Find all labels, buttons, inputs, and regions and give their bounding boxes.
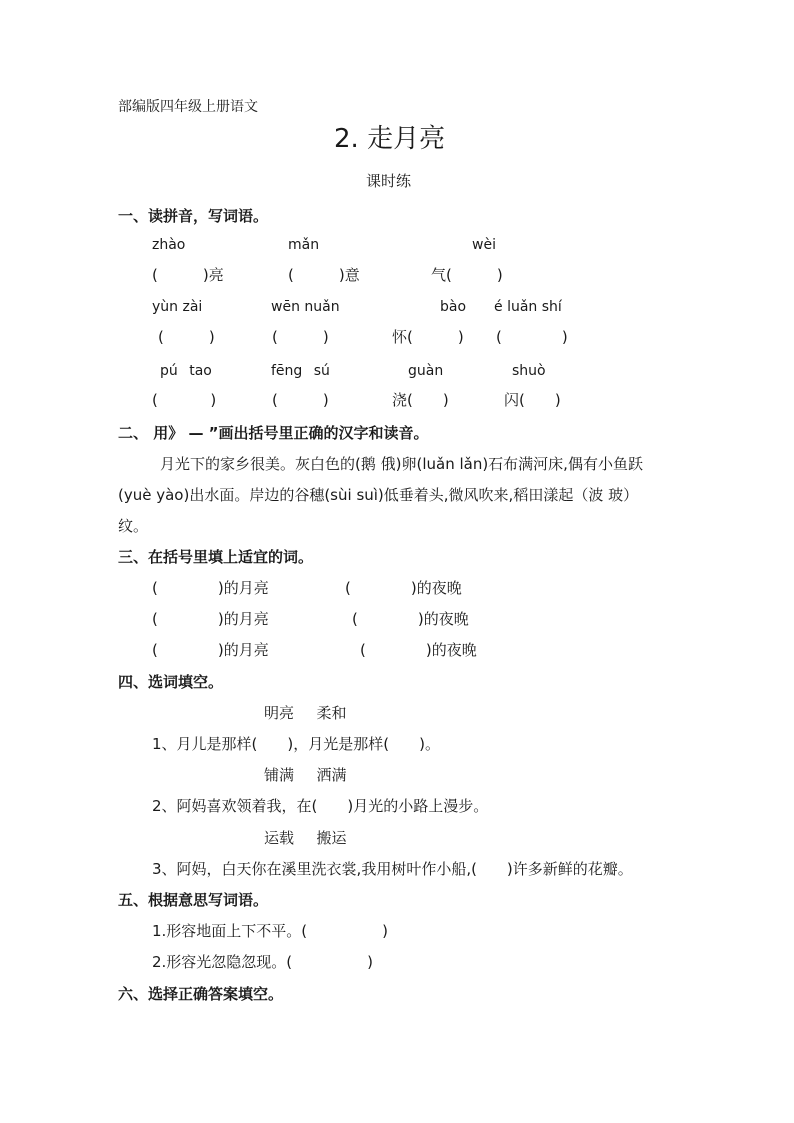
pinyin: mǎn <box>288 237 320 253</box>
word-choices: 运载 搬运 <box>264 829 347 847</box>
blank-item: ( )的月亮 <box>152 579 269 597</box>
question: 3、阿妈，白天你在溪里洗衣裳,我用树叶作小船,( )许多新鲜的花瓣。 <box>152 860 633 878</box>
blank-item: ( ) <box>272 328 329 346</box>
section-1-heading: 一、读拼音，写词语。 <box>118 207 269 225</box>
blank-item: ( )的月亮 <box>152 641 269 659</box>
question: 1、月儿是那样( )，月光是那样( )。 <box>152 735 440 753</box>
section-5-heading: 五、根据意思写词语。 <box>118 891 269 909</box>
word-choices: 明亮 柔和 <box>264 704 347 722</box>
section-6-heading: 六、选择正确答案填空。 <box>118 985 284 1003</box>
section-2-heading: 二、 用》 — ”画出括号里正确的汉字和读音。 <box>118 424 429 442</box>
pinyin: shuò <box>512 363 546 379</box>
pinyin: wèi <box>472 237 496 253</box>
pinyin: zhào <box>152 237 186 253</box>
pinyin: pú tao <box>160 363 212 379</box>
document-header: 部编版四年级上册语文 <box>118 99 258 115</box>
pinyin: wēn nuǎn <box>271 299 340 315</box>
pinyin: yùn zài <box>152 299 203 315</box>
question: 2、阿妈喜欢领着我，在( )月光的小路上漫步。 <box>152 797 489 815</box>
blank-item: ( ) <box>158 328 215 346</box>
blank-item: ( )意 <box>288 266 360 284</box>
pinyin: bào é luǎn shí <box>440 299 562 315</box>
blank-item: ( ) <box>152 391 217 409</box>
blank-item: 气( ) <box>431 266 503 284</box>
blank-item: 怀( ) <box>392 328 464 346</box>
blank-item: 闪( ) <box>504 391 561 409</box>
blank-item: ( )的月亮 <box>152 610 269 628</box>
blank-item: ( )的夜晚 <box>360 641 477 659</box>
passage-line: (yuè yào)出水面。岸边的谷穗(sùi suì)低垂着头,微风吹来,稻田漾起（波 玻） <box>118 486 639 504</box>
lesson-title: 2. 走月亮 <box>334 124 446 154</box>
pinyin: fēng sú <box>271 363 330 379</box>
pinyin: guàn <box>408 363 444 379</box>
blank-item: ( )的夜晚 <box>345 579 462 597</box>
question: 1.形容地面上下不平。( ) <box>152 922 389 940</box>
blank-item: ( ) <box>272 391 329 409</box>
blank-item: ( )的夜晚 <box>352 610 469 628</box>
lesson-subtitle: 课时练 <box>366 172 412 190</box>
blank-item: ( ) <box>496 328 568 346</box>
question: 2.形容光忽隐忽现。( ) <box>152 953 374 971</box>
section-4-heading: 四、选词填空。 <box>118 673 224 691</box>
passage-line: 月光下的家乡很美。灰白色的(鹅 俄)卵(luǎn lǎn)石布满河床,偶有小鱼跃 <box>160 455 643 473</box>
passage-line: 纹。 <box>118 517 149 535</box>
blank-item: ( )亮 <box>152 266 224 284</box>
section-3-heading: 三、在括号里填上适宜的词。 <box>118 548 314 566</box>
blank-item: 浇( ) <box>392 391 449 409</box>
word-choices: 铺满 洒满 <box>264 766 347 784</box>
